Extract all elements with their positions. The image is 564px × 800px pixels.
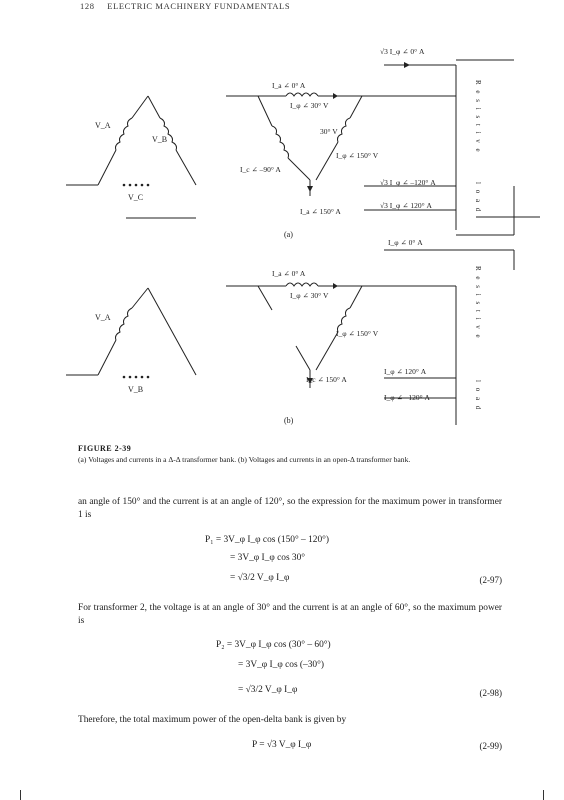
label-iphase-top-b: I_φ ∠ 30° V (290, 291, 329, 300)
label-vb-a: V_B (152, 135, 168, 144)
label-ph150-b: I_φ ∠ 150° V (336, 329, 379, 338)
label-out2-a: √3 I_φ ∠ –120° A (380, 178, 436, 187)
eq2-line2: = 3V_φ I_φ cos (–30°) (238, 660, 324, 670)
paragraph-2: For transformer 2, the voltage is at an angle of 30° and the current is at an angle of 60°, so the maximum power is (78, 603, 502, 626)
label-out1-a: √3 I_φ ∠ 0° A (380, 47, 425, 56)
label-mid-a: 30° V (320, 127, 338, 136)
label-ph150-a: I_φ ∠ 150° V (336, 151, 379, 160)
load-label-a-2: l o a d (474, 182, 482, 214)
label-va-b: V_A (95, 313, 111, 322)
label-iphase-top-a: I_φ ∠ 30° V (290, 101, 329, 110)
eq3-number: (2-99) (479, 741, 502, 751)
eq1-number: (2-97) (479, 575, 502, 585)
figure-label-b: (b) (284, 416, 294, 425)
label-ia-top-b: I_a ∠ 0° A (272, 269, 306, 278)
running-title: ELECTRIC MACHINERY FUNDAMENTALS (107, 1, 291, 11)
figure-caption-text: (a) Voltages and currents in a Δ-Δ transformer bank. (b) Voltages and currents in an open-Δ transformer bank. (78, 455, 411, 464)
load-label-b-2: l o a d (474, 380, 482, 412)
eq2-line1: P₂ = 3V_φ I_φ cos (30° – 60°) (216, 640, 331, 650)
eq3: P = √3 V_φ I_φ (252, 740, 312, 750)
primary-delta-b (66, 288, 196, 375)
crop-mark-left (20, 790, 21, 800)
primary-coil-bottom-b (123, 376, 150, 379)
figure-caption-title: FIGURE 2-39 (78, 444, 132, 453)
label-out2-b: I_φ ∠ –120° A (384, 393, 430, 402)
paragraph-3: Therefore, the total maximum power of the open-delta bank is given by (78, 715, 347, 725)
label-line-current-a: I_φ ∠ 0° A (388, 238, 423, 247)
load-label-b: R e s i s t i v e (474, 266, 482, 340)
label-out3-a: √3 I_φ ∠ 120° A (380, 201, 432, 210)
label-ic-bottom-b: I_c ∠ 150° A (306, 375, 347, 384)
paragraph-1: an angle of 150° and the current is at an angle of 120°, so the expression for the maximum power in transformer 1 is (78, 497, 502, 520)
primary-coil-bottom-a (123, 184, 150, 187)
eq1-line1: P₁ = 3V_φ I_φ cos (150° – 120°) (205, 535, 330, 545)
label-ic-left-a: I_c ∠ –90° A (240, 165, 281, 174)
load-label-a: R e s i s t i v e (474, 80, 482, 154)
eq1-line3: = √3/2 V_φ I_φ (230, 573, 290, 583)
eq1-line2: = 3V_φ I_φ cos 30° (230, 553, 306, 563)
label-vb-b: V_B (128, 385, 144, 394)
label-ia-top-a: I_a ∠ 0° A (272, 81, 306, 90)
label-out1-b: I_φ ∠ 120° A (384, 367, 427, 376)
label-va-a: V_A (95, 121, 111, 130)
eq2-line3: = √3/2 V_φ I_φ (238, 685, 298, 695)
label-vc-a: V_C (128, 193, 144, 202)
label-ia-bottom-a: I_a ∠ 150° A (300, 207, 341, 216)
figure-label-a: (a) (284, 230, 293, 239)
eq2-number: (2-98) (479, 688, 502, 698)
crop-mark-right (543, 790, 544, 800)
page-number: 128 (80, 1, 95, 11)
